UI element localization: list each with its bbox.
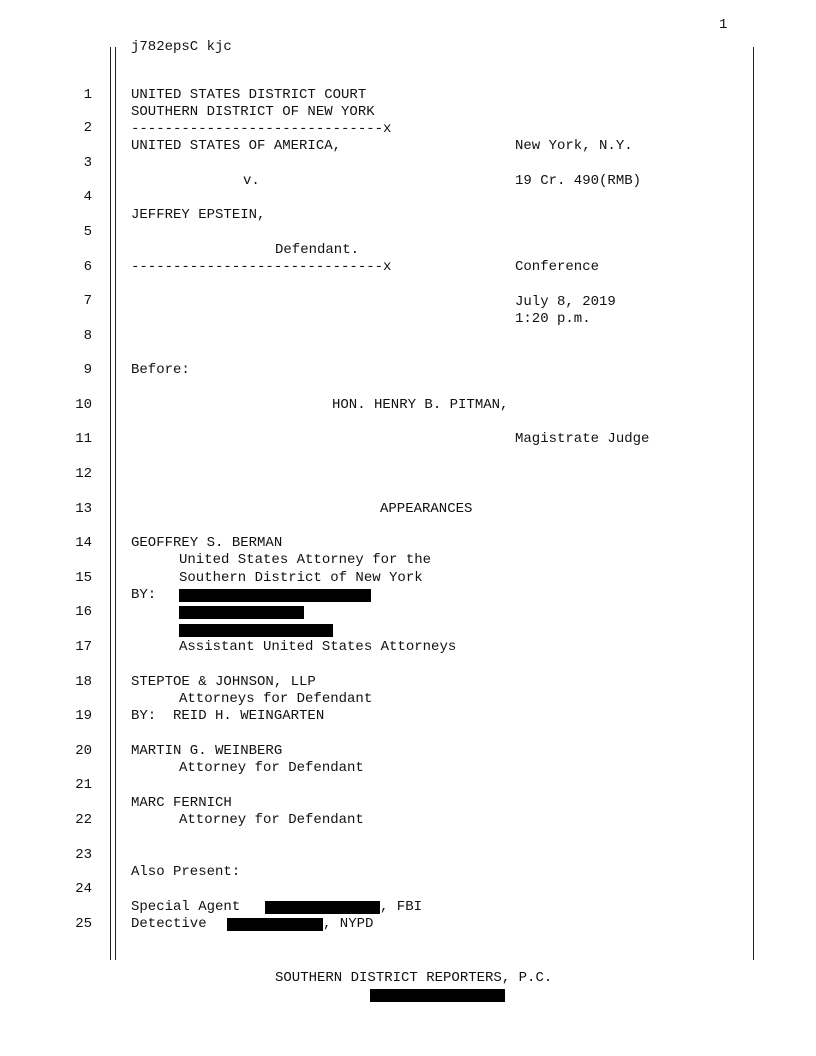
caption-divider-top: ------------------------------x — [131, 121, 392, 137]
case-number: 19 Cr. 490(RMB) — [515, 173, 642, 189]
line-number: 10 — [75, 397, 92, 413]
detective-suffix: , NYPD — [323, 916, 374, 932]
defense-firm: STEPTOE & JOHNSON, LLP — [131, 674, 316, 690]
versus: v. — [243, 173, 260, 189]
court-district: SOUTHERN DISTRICT OF NEW YORK — [131, 104, 375, 120]
line-number: 11 — [75, 431, 92, 447]
plaintiff-name: UNITED STATES OF AMERICA, — [131, 138, 342, 154]
line-number: 2 — [83, 120, 92, 136]
line-number: 22 — [75, 812, 92, 828]
government-role: United States Attorney for the — [179, 552, 432, 568]
before-label: Before: — [131, 362, 190, 378]
left-margin-rule-outer — [110, 47, 111, 960]
proceeding-type: Conference — [515, 259, 600, 275]
agent-prefix: Special Agent — [131, 899, 241, 915]
judge-name: HON. HENRY B. PITMAN, — [332, 397, 509, 413]
line-number: 16 — [75, 604, 92, 620]
line-number: 13 — [75, 501, 92, 517]
redaction-bar — [179, 606, 304, 619]
right-margin-rule — [753, 47, 754, 960]
defense-role: Attorney for Defendant — [179, 812, 364, 828]
line-number: 6 — [83, 259, 92, 275]
line-number: 19 — [75, 708, 92, 724]
line-number: 8 — [83, 328, 92, 344]
line-number: 23 — [75, 847, 92, 863]
line-number: 18 — [75, 674, 92, 690]
line-number: 3 — [83, 155, 92, 171]
defense-role: Attorney for Defendant — [179, 760, 364, 776]
defendant-name: JEFFREY EPSTEIN, — [131, 207, 266, 223]
government-attorney: GEOFFREY S. BERMAN — [131, 535, 283, 551]
court-name: UNITED STATES DISTRICT COURT — [131, 87, 367, 103]
detective-prefix: Detective — [131, 916, 207, 932]
redaction-bar — [370, 989, 505, 1002]
line-number: 7 — [83, 293, 92, 309]
line-number: 14 — [75, 535, 92, 551]
government-role: Assistant United States Attorneys — [179, 639, 457, 655]
defense-attorney: MARC FERNICH — [131, 795, 232, 811]
location: New York, N.Y. — [515, 138, 633, 154]
line-number: 5 — [83, 224, 92, 240]
line-number: 21 — [75, 777, 92, 793]
redaction-bar — [227, 918, 323, 931]
line-number: 25 — [75, 916, 92, 932]
left-margin-rule-inner — [115, 47, 116, 960]
line-number: 9 — [83, 362, 92, 378]
defense-attorney: MARTIN G. WEINBERG — [131, 743, 283, 759]
line-number: 15 — [75, 570, 92, 586]
defense-attorney: BY: REID H. WEINGARTEN — [131, 708, 325, 724]
defense-role: Attorneys for Defendant — [179, 691, 373, 707]
header-code: j782epsC kjc — [131, 39, 232, 55]
defendant-label: Defendant. — [275, 242, 360, 258]
redaction-bar — [179, 624, 333, 637]
agent-suffix: , FBI — [380, 899, 423, 915]
line-number: 4 — [83, 189, 92, 205]
line-number: 20 — [75, 743, 92, 759]
line-number: 24 — [75, 881, 92, 897]
page-number: 1 — [719, 17, 728, 33]
judge-title: Magistrate Judge — [515, 431, 650, 447]
government-role: Southern District of New York — [179, 570, 423, 586]
also-present-label: Also Present: — [131, 864, 241, 880]
line-number: 1 — [83, 87, 92, 103]
by-label: BY: — [131, 587, 157, 603]
footer-reporter: SOUTHERN DISTRICT REPORTERS, P.C. — [275, 970, 553, 986]
appearances-heading: APPEARANCES — [380, 501, 473, 517]
redaction-bar — [265, 901, 380, 914]
proceeding-time: 1:20 p.m. — [515, 311, 591, 327]
proceeding-date: July 8, 2019 — [515, 294, 616, 310]
caption-divider-bottom: ------------------------------x — [131, 259, 392, 275]
line-number: 12 — [75, 466, 92, 482]
line-number: 17 — [75, 639, 92, 655]
redaction-bar — [179, 589, 371, 602]
